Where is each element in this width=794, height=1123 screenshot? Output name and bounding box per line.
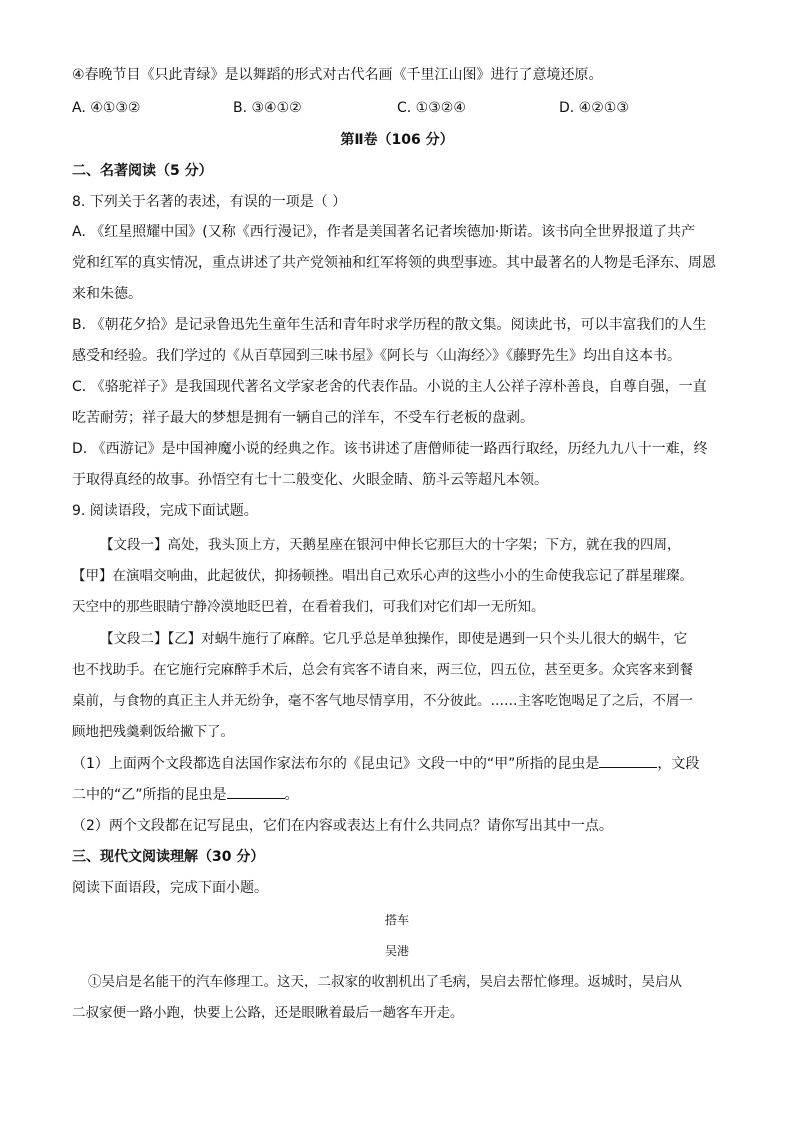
answer-blank-jia[interactable] [599, 753, 657, 768]
q8-option-d-line-2: 于取得真经的故事。孙悟空有七十二般变化、火眼金睛、筋斗云等超凡本领。 [72, 472, 548, 488]
q7-option-b: B. ③④①② [233, 100, 302, 116]
answer-blank-yi[interactable] [227, 784, 285, 799]
story-para-1-line-2: 二叔家便一路小跑，快要上公路，还是眼瞅着最后一趟客车开走。 [72, 1005, 464, 1021]
q8-option-c-line-1: C. 《骆驼祥子》是我国现代著名文学家老舍的代表作品。小说的主人公祥子淳朴善良，自尊自强，一直 [72, 379, 707, 395]
q7-option-d: D. ④②①③ [559, 100, 629, 116]
q9-sub1-line-2 [72, 784, 724, 806]
story-author: 吴港 [384, 944, 409, 958]
q8-option-a-line-2: 党和红军的真实情况，重点讲述了共产党领袖和红军将领的典型事迹。其中最著名的人物是毛泽东、周恩 [72, 255, 716, 271]
q8-option-c-line-2: 吃苦耐劳；祥子最大的梦想是拥有一辆自己的洋车，不受车行老板的盘剥。 [72, 410, 534, 426]
section-2-heading: 二、名著阅读（5 分） [72, 163, 213, 179]
q7-item-4: ④春晚节目《只此青绿》是以舞蹈的形式对古代名画《千里江山图》进行了意境还原。 [72, 67, 603, 83]
section-3-intro: 阅读下面语段，完成下面小题。 [72, 880, 268, 896]
q9-sub1-text-c: 二中的“乙”所指的昆虫是 [72, 787, 227, 803]
passage-2-line-3: 桌前，与食物的真正主人并无纷争，毫不客气地尽情享用，不分彼此。……主客吃饱喝足了之后，不屑一 [72, 693, 693, 709]
q7-option-a: A. ④①③② [72, 100, 141, 116]
passage-2-line-1: 【文段二】【乙】对蜗牛施行了麻醉。它几乎总是单独操作，即使是遇到一只个头儿很大的蜗牛，它 [100, 631, 688, 647]
passage-1-line-3: 天空中的那些眼睛宁静冷漠地眨巴着，在看着我们，可我们对它们却一无所知。 [72, 599, 545, 615]
q9-stem: 9. 阅读语段，完成下面试题。 [72, 503, 258, 519]
q9-sub2: （2）两个文段都在记写昆虫，它们在内容或表达上有什么共同点？请你写出其中一点。 [72, 818, 613, 834]
story-para-1-line-1: ①吴启是名能干的汽车修理工。这天，二叔家的收割机出了毛病，吴启去帮忙修理。返城时，吴启从 [88, 974, 682, 990]
q8-option-a-line-1: A. 《红星照耀中国》(又称《西行漫记》，作者是美国著名记者埃德加·斯诺。该书向全世界报道了共产 [72, 224, 696, 240]
q9-sub1-text-b: ，文段 [657, 756, 700, 772]
passage-1-line-1: 【文段一】高处，我头顶上方，天鹅星座在银河中伸长它那巨大的十字架；下方，就在我的四周， [100, 537, 681, 553]
q8-option-b-line-1: B. 《朝花夕拾》是记录鲁迅先生童年生活和青年时求学历程的散文集。阅读此书，可以丰富我们的人生 [72, 317, 707, 333]
story-title: 搭车 [384, 913, 409, 927]
part-two-title: 第Ⅱ卷（106 分） [340, 132, 454, 148]
q7-option-c: C. ①③②④ [397, 100, 466, 116]
q8-option-b-line-2: 感受和经验。我们学过的《从百草园到三味书屋》《阿长与〈山海经〉》《藤野先生》均出自这本书。 [72, 348, 681, 364]
passage-1-line-2: 【甲】在演唱交响曲，此起彼伏，抑扬顿挫。唱出自己欢乐心声的这些小小的生命使我忘记了群星璀璨。 [72, 568, 693, 584]
passage-2-line-4: 顾地把残羹剩饭给撇下了。 [72, 724, 234, 740]
q8-stem: 8. 下列关于名著的表述，有误的一项是（ ） [72, 194, 347, 210]
q8-option-a-line-3: 来和朱德。 [72, 286, 142, 302]
passage-2-line-2: 也不找助手。在它施行完麻醉手术后，总会有宾客不请自来，两三位，四五位，甚至更多。众宾客来到餐 [72, 662, 693, 678]
q9-sub1-text-d: 。 [284, 787, 299, 803]
q9-sub1-text-a: （1）上面两个文段都选自法国作家法布尔的《昆虫记》文段一中的“甲”所指的昆虫是 [72, 756, 600, 772]
q8-option-d-line-1: D. 《西游记》是中国神魔小说的经典之作。该书讲述了唐僧师徒一路西行取经，历经九九八十一难，终 [72, 441, 708, 457]
section-3-heading: 三、现代文阅读理解（30 分） [72, 849, 265, 865]
q9-sub1-line-1 [72, 753, 724, 775]
